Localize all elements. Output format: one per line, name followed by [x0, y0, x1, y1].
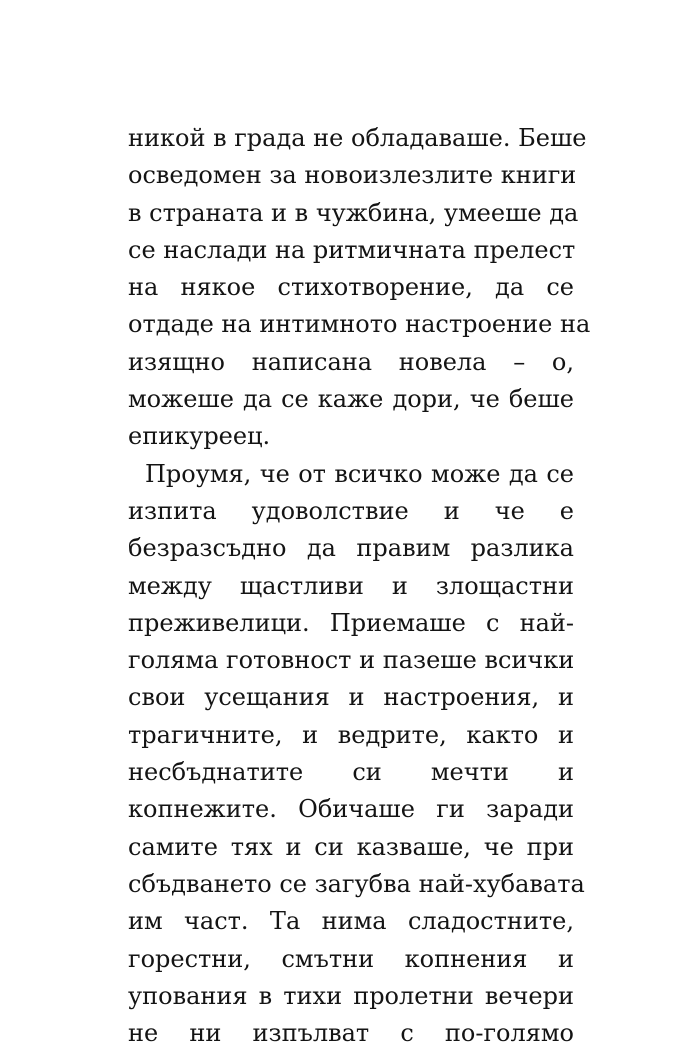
text-line: преживелици. Приемаше с най- — [128, 608, 574, 637]
text-line: копнежите. Обичаше ги заради — [128, 795, 574, 824]
text-line: отдаде на интимното настроение на — [128, 310, 591, 339]
text-line: никой в града не обладаваше. Беше — [128, 124, 587, 152]
text-line: се наслади на ритмичната прелест — [128, 235, 576, 264]
text-line: голяма готовност и пазеше всички — [128, 646, 575, 675]
text-line: между щастливи и злощастни — [128, 571, 574, 600]
text-line: упования в тихи пролетни вечери — [128, 981, 574, 1010]
text-line: изящно написана новела – о, — [128, 347, 574, 376]
text-line: сбъдването се загубва най-хубавата — [128, 869, 585, 898]
text-line: в страната и в чужбина, умееше да — [128, 198, 579, 227]
text-line: им част. Та нима сладостните, — [128, 907, 574, 936]
text-line: можеше да се каже дори, че беше — [128, 385, 574, 414]
text-line: самите тях и си казваше, че при — [128, 832, 574, 861]
text-line: изпита удоволствие и че е — [128, 496, 574, 525]
text-line: безразсъдно да правим разлика — [128, 534, 574, 563]
text-line: не ни изпълват с по-голямо — [128, 1019, 574, 1048]
text-line: Проумя, че от всичко може да се — [145, 459, 574, 488]
text-line: трагичните, и ведрите, както и — [128, 720, 574, 749]
text-line: свои усещания и настроения, и — [128, 683, 574, 712]
text-line: осведомен за новоизлезлите книги — [128, 161, 577, 190]
text-line: горестни, смътни копнения и — [128, 944, 574, 973]
text-line: епикуреец. — [128, 422, 271, 451]
text-line: на някое стихотворение, да се — [128, 273, 574, 302]
text-line: несбъднатите си мечти и — [128, 758, 574, 787]
body-text — [128, 120, 591, 1052]
